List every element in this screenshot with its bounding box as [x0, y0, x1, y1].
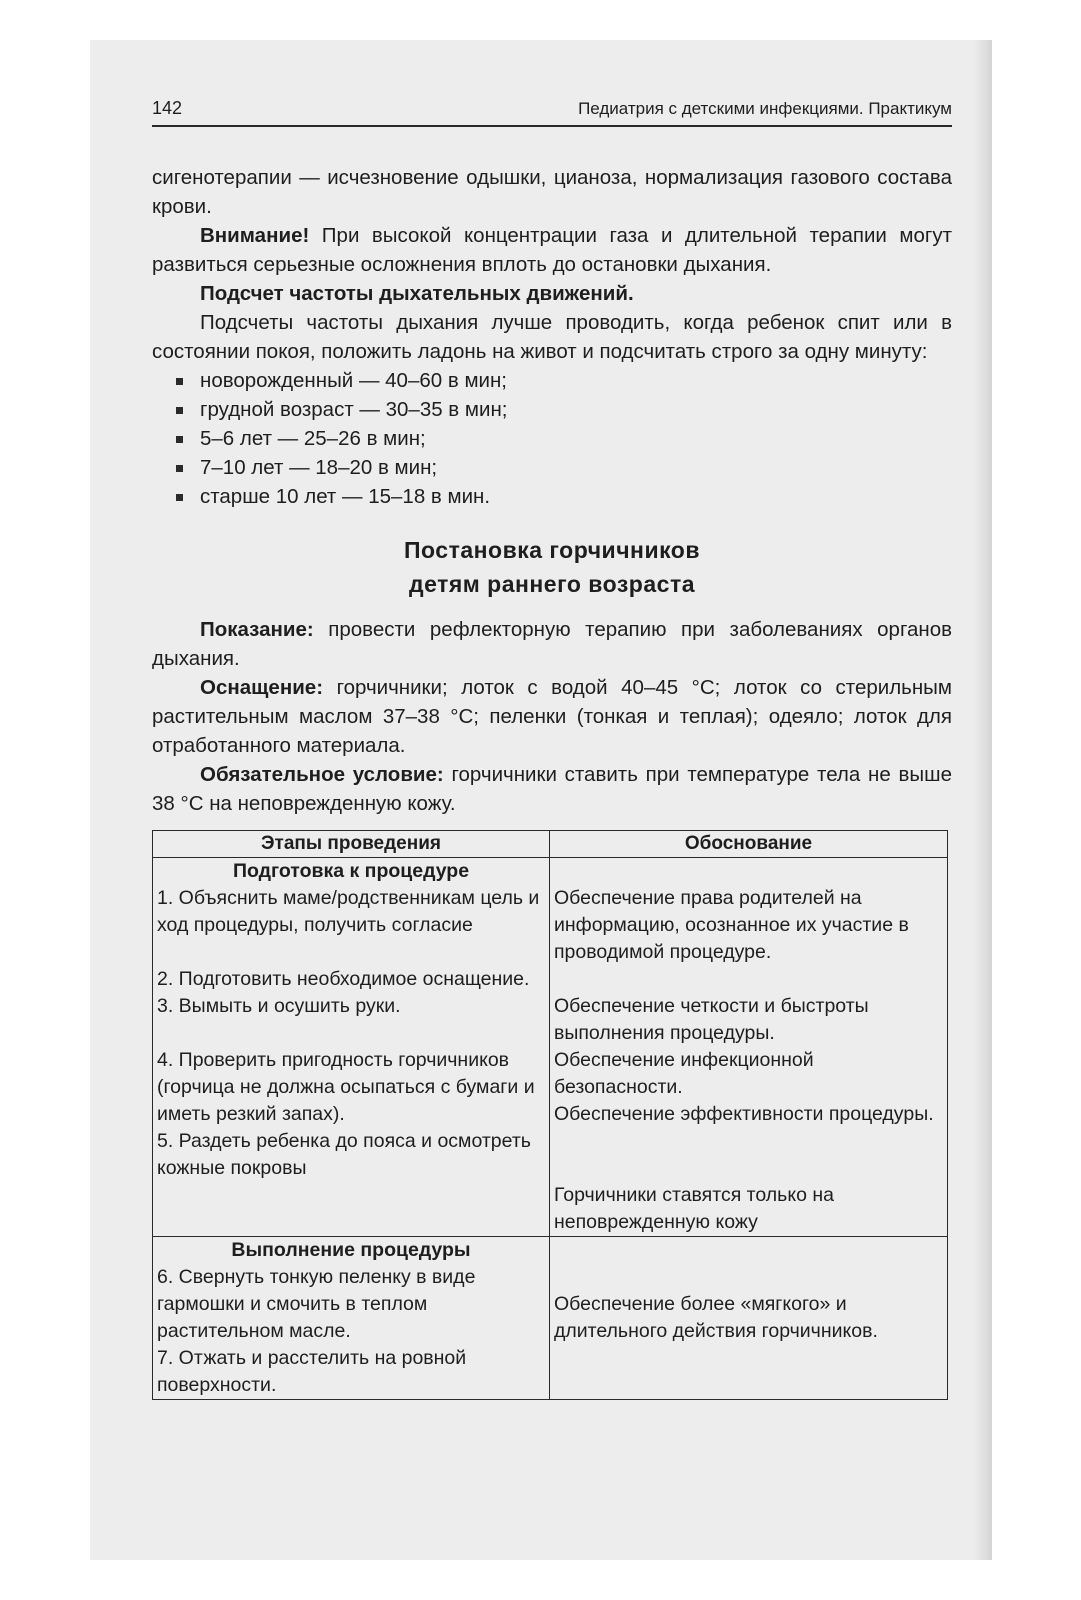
table-row — [153, 1237, 948, 1400]
list-item: 7–10 лет — 18–20 в мин; — [174, 453, 952, 482]
rationale-spacer — [554, 858, 943, 885]
exec-rationale-cell — [550, 1237, 948, 1400]
exec-heading: Выполнение процедуры — [231, 1239, 471, 1261]
rationale-spacer — [554, 1237, 943, 1291]
step-item: 7. Отжать и расстелить на ровной поверхности. — [157, 1347, 467, 1396]
equipment-text: горчичники; лоток с водой 40–45 °С; лоток со стерильным растительным маслом 37–38 °С; пеленки (тонкая и теплая); одеяло; лоток для отработанного материала. — [152, 676, 952, 757]
step-item: 6. Свернуть тонкую пеленку в виде гармошки и смочить в теплом растительном масле. — [157, 1266, 476, 1342]
breath-rate-list — [152, 366, 952, 511]
step-item: 3. Вымыть и осушить руки. — [157, 995, 401, 1017]
paragraph-indication — [152, 615, 952, 673]
step-item: 5. Раздеть ребенка до пояса и осмотреть кожные покровы — [157, 1130, 531, 1179]
page-number: 142 — [152, 98, 183, 118]
section-title — [152, 533, 952, 601]
step-item: 1. Объяснить маме/родственникам цель и ход процедуры, получить согласие — [157, 887, 540, 936]
running-header — [152, 98, 952, 127]
table-row — [153, 858, 948, 1237]
section-title-line-1: Постановка горчичников — [404, 537, 700, 563]
prep-steps-cell — [153, 858, 550, 1237]
section-title-line-2: детям раннего возраста — [408, 571, 695, 597]
equipment-label: Оснащение: — [200, 676, 324, 699]
step-item: 4. Проверить пригодность горчичников (горчица не должна осыпаться с бумаги и иметь резкий запах). — [157, 1049, 535, 1125]
rationale-item: Обеспечение права родителей на информацию, осознанное их участие в проводимой процедуре. — [554, 887, 909, 963]
step-item: 2. Подготовить необходимое оснащение. — [157, 968, 530, 990]
running-title: Педиатрия с детскими инфекциями. Практикум — [578, 99, 952, 118]
rationale-item: Обеспечение эффективности процедуры. — [554, 1103, 934, 1125]
table-header-row — [153, 831, 948, 858]
paragraph-warning — [152, 221, 952, 279]
warning-label: Внимание! — [200, 224, 310, 247]
warning-text: При высокой концентрации газа и длительной терапии могут развиться серьезные осложнения вплоть до остановки дыхания. — [152, 224, 952, 276]
list-item: новорожденный — 40–60 в мин; — [174, 366, 952, 395]
rationale-item: Обеспечение инфекционной безопасности. — [554, 1049, 814, 1098]
rationale-item: Обеспечение более «мягкого» и длительного действия горчичников. — [554, 1293, 878, 1342]
indication-text: провести рефлекторную терапию при заболеваниях органов дыхания. — [152, 618, 952, 670]
rationale-item: Горчичники ставятся только на неповрежденную кожу — [554, 1184, 834, 1233]
paragraph-oxygen-result: сигенотерапии — исчезновение одышки, цианоза, нормализация газового состава крови. — [152, 166, 952, 218]
breath-rate-heading: Подсчет частоты дыхательных движений. — [200, 282, 634, 305]
list-item: грудной возраст — 30–35 в мин; — [174, 395, 952, 424]
prep-heading: Подготовка к процедуре — [232, 860, 470, 882]
paragraph-condition — [152, 760, 952, 818]
paragraph-breath-rate: Подсчеты частоты дыхания лучше проводить, когда ребенок спит или в состоянии покоя, положить ладонь на живот и подсчитать строго за одну минуту: — [152, 311, 952, 363]
column-header-steps: Этапы проведения — [153, 831, 550, 858]
page-content — [152, 98, 952, 1400]
procedure-table — [152, 830, 948, 1400]
prep-rationale-cell — [550, 858, 948, 1237]
list-item: 5–6 лет — 25–26 в мин; — [174, 424, 952, 453]
book-page — [90, 40, 992, 1560]
body-text — [152, 163, 952, 1400]
indication-label: Показание: — [200, 618, 314, 641]
list-item: старше 10 лет — 15–18 в мин. — [174, 482, 952, 511]
condition-label: Обязательное условие: — [200, 763, 444, 786]
exec-steps-cell — [153, 1237, 550, 1400]
paragraph-equipment — [152, 673, 952, 760]
condition-text: горчичники ставить при температуре тела не выше 38 °С на неповрежденную кожу. — [152, 763, 952, 815]
column-header-rationale: Обоснование — [550, 831, 948, 858]
page-edge-shadow — [974, 40, 992, 1560]
rationale-item: Обеспечение четкости и быстроты выполнения процедуры. — [554, 995, 869, 1044]
